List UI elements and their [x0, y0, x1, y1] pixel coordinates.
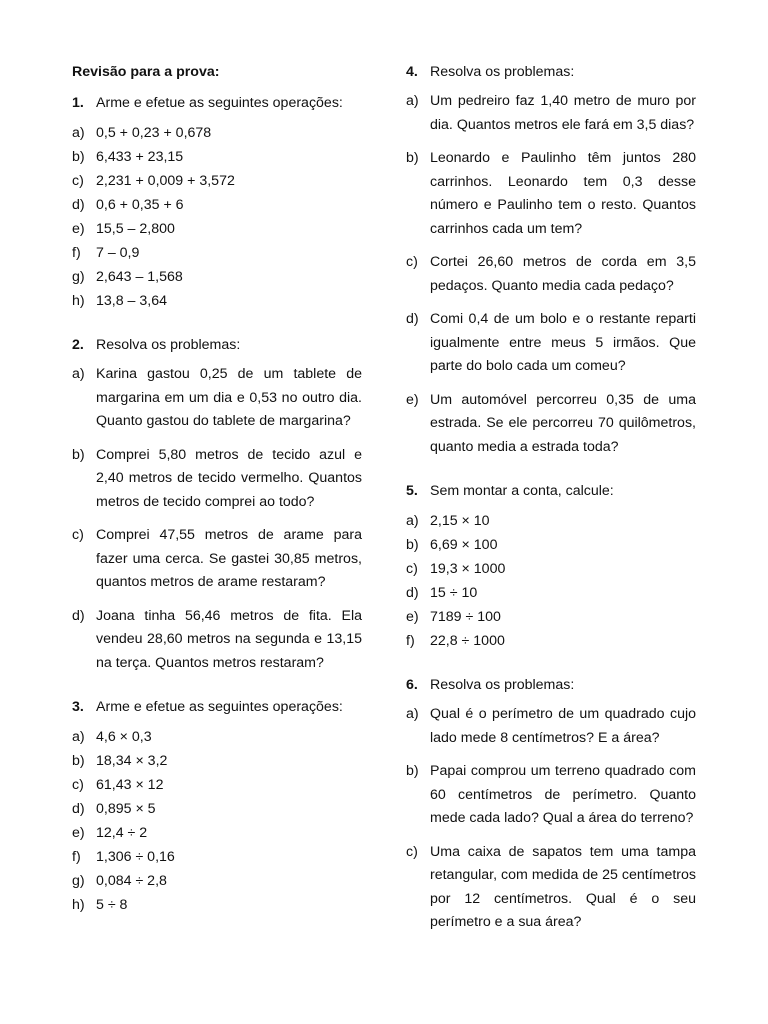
section-number: 3.	[72, 699, 84, 715]
problem-item	[72, 524, 362, 595]
item-text: Cortei 26,60 metros de corda em 3,5 pedaços. Quanto media cada pedaço?	[430, 254, 696, 294]
item-letter: b)	[406, 763, 419, 779]
problem-item	[406, 147, 696, 241]
item-text: 12,4 ÷ 2	[96, 825, 148, 841]
problem-item	[406, 251, 696, 298]
item-letter: e)	[406, 609, 419, 625]
problem-item	[72, 363, 362, 434]
section-heading-text: Resolva os problemas:	[430, 677, 575, 693]
operation-item	[72, 845, 362, 869]
item-text: Comprei 5,80 metros de tecido azul e 2,40 metros de tecido vermelho. Quantos metros de tecido comprei ao todo?	[96, 446, 362, 510]
item-letter: d)	[72, 801, 85, 817]
item-text: Joana tinha 56,46 metros de fita. Ela vendeu 28,60 metros na segunda e 13,15 na terça. Quantos metros restaram?	[96, 607, 362, 671]
problem-item	[406, 308, 696, 379]
problem-item	[406, 841, 696, 935]
item-letter: e)	[406, 391, 419, 408]
operation-item	[72, 773, 362, 797]
section-heading-text: Arme e efetue as seguintes operações:	[96, 699, 343, 715]
item-letter: c)	[72, 173, 84, 189]
section-4	[406, 62, 696, 459]
item-letter: d)	[406, 585, 419, 601]
item-text: 19,3 × 1000	[430, 561, 506, 577]
item-letter: b)	[72, 753, 85, 769]
item-letter: f)	[406, 633, 415, 649]
problem-item	[72, 605, 362, 676]
item-letter: a)	[406, 513, 419, 529]
section-number: 4.	[406, 64, 418, 80]
item-letter: b)	[72, 149, 85, 165]
operation-item	[406, 509, 696, 533]
operation-item	[72, 121, 362, 145]
item-letter: c)	[72, 777, 84, 793]
item-text: Comi 0,4 de um bolo e o restante reparti igualmente entre meus 5 irmãos. Que parte do bolo cada um comeu?	[430, 311, 696, 374]
item-letter: d)	[72, 607, 85, 624]
left-column	[72, 62, 362, 939]
section-heading-text: Arme e efetue as seguintes operações:	[96, 95, 343, 111]
operation-item	[406, 581, 696, 605]
item-letter: b)	[406, 150, 419, 166]
operation-item	[406, 557, 696, 581]
item-text: 7 – 0,9	[96, 245, 140, 261]
operation-item	[72, 145, 362, 169]
operation-item	[72, 797, 362, 821]
operation-item	[72, 241, 362, 265]
problem-item	[406, 760, 696, 831]
page-title: Revisão para a prova:	[72, 64, 220, 80]
operation-item	[72, 169, 362, 193]
section-heading-text: Resolva os problemas:	[96, 337, 241, 353]
item-text: Um pedreiro faz 1,40 metro de muro por dia. Quantos metros ele fará em 3,5 dias?	[430, 93, 696, 133]
item-text: 1,306 ÷ 0,16	[96, 849, 175, 865]
section-heading	[406, 62, 696, 82]
item-letter: g)	[72, 269, 85, 285]
item-text: 0,084 ÷ 2,8	[96, 873, 167, 889]
section-6	[406, 675, 696, 935]
item-letter: a)	[406, 93, 419, 109]
operation-item	[72, 869, 362, 893]
operation-item	[406, 629, 696, 653]
item-text: 6,433 + 23,15	[96, 149, 184, 165]
item-text: 18,34 × 3,2	[96, 753, 168, 769]
section-number: 1.	[72, 95, 84, 111]
item-letter: a)	[406, 706, 419, 722]
section-heading-text: Sem montar a conta, calcule:	[430, 483, 614, 499]
operation-item	[72, 893, 362, 917]
item-letter: b)	[406, 537, 419, 553]
item-letter: d)	[72, 197, 85, 213]
item-text: 2,643 – 1,568	[96, 269, 183, 285]
item-text: 7189 ÷ 100	[430, 609, 501, 625]
item-text: Karina gastou 0,25 de um tablete de margarina em um dia e 0,53 no outro dia. Quanto gastou do tablete de margarina?	[96, 366, 362, 429]
item-letter: f)	[72, 245, 81, 261]
item-text: 4,6 × 0,3	[96, 729, 152, 745]
item-text: 15,5 – 2,800	[96, 221, 175, 237]
item-text: Leonardo e Paulinho têm juntos 280 carrinhos. Leonardo tem 0,3 desse número e Paulinho tem o resto. Quantos carrinhos cada um tem?	[430, 150, 696, 237]
operation-item	[72, 821, 362, 845]
item-letter: c)	[406, 254, 418, 270]
operation-item	[72, 289, 362, 313]
section-heading	[406, 481, 696, 501]
item-text: 6,69 × 100	[430, 537, 498, 553]
item-letter: c)	[406, 843, 418, 860]
operation-item	[406, 605, 696, 629]
item-text: Papai comprou um terreno quadrado com 60 centímetros de perímetro. Quanto mede cada lado? Qual a área do terreno?	[430, 763, 696, 826]
operation-item	[72, 749, 362, 773]
item-text: 5 ÷ 8	[96, 897, 128, 913]
item-text: 0,6 + 0,35 + 6	[96, 197, 184, 213]
section-heading	[72, 335, 362, 355]
item-letter: f)	[72, 849, 81, 865]
section-heading-text: Resolva os problemas:	[430, 64, 575, 80]
right-column	[406, 62, 696, 957]
problem-item	[72, 444, 362, 515]
section-number: 2.	[72, 337, 84, 353]
item-letter: d)	[406, 311, 419, 327]
item-text: Comprei 47,55 metros de arame para fazer uma cerca. Se gastei 30,85 metros, quantos metros de arame restaram?	[96, 527, 362, 590]
item-letter: h)	[72, 897, 85, 913]
section-number: 5.	[406, 483, 418, 499]
section-heading	[72, 93, 362, 113]
item-text: Qual é o perímetro de um quadrado cujo lado mede 8 centímetros? E a área?	[430, 706, 696, 746]
problem-item	[406, 90, 696, 137]
problem-item	[406, 389, 696, 460]
section-heading	[406, 675, 696, 695]
section-number: 6.	[406, 677, 418, 693]
item-letter: c)	[72, 527, 84, 543]
item-text: Um automóvel percorreu 0,35 de uma estrada. Se ele percorreu 70 quilômetros, quanto media a estrada toda?	[430, 391, 696, 455]
item-letter: g)	[72, 873, 85, 889]
section-5	[406, 481, 696, 653]
section-3	[72, 697, 362, 917]
operation-item	[72, 217, 362, 241]
item-text: 2,15 × 10	[430, 513, 490, 529]
operation-item	[72, 193, 362, 217]
item-text: 15 ÷ 10	[430, 585, 478, 601]
section-1	[72, 93, 362, 313]
operation-item	[72, 725, 362, 749]
item-text: Uma caixa de sapatos tem uma tampa retangular, com medida de 25 centímetros por 12 centímetros. Qual é o seu perímetro e a sua área?	[430, 843, 696, 930]
item-letter: e)	[72, 825, 85, 841]
item-text: 2,231 + 0,009 + 3,572	[96, 173, 235, 189]
item-letter: a)	[72, 366, 85, 382]
section-heading	[72, 697, 362, 717]
item-text: 61,43 × 12	[96, 777, 164, 793]
item-letter: a)	[72, 125, 85, 141]
operation-item	[72, 265, 362, 289]
item-letter: b)	[72, 446, 85, 463]
problem-item	[406, 703, 696, 750]
item-letter: a)	[72, 729, 85, 745]
item-letter: e)	[72, 221, 85, 237]
item-letter: h)	[72, 293, 85, 309]
operation-item	[406, 533, 696, 557]
item-text: 13,8 – 3,64	[96, 293, 167, 309]
item-text: 0,5 + 0,23 + 0,678	[96, 125, 212, 141]
item-letter: c)	[406, 561, 418, 577]
section-2	[72, 335, 362, 675]
item-text: 0,895 × 5	[96, 801, 156, 817]
item-text: 22,8 ÷ 1000	[430, 633, 505, 649]
